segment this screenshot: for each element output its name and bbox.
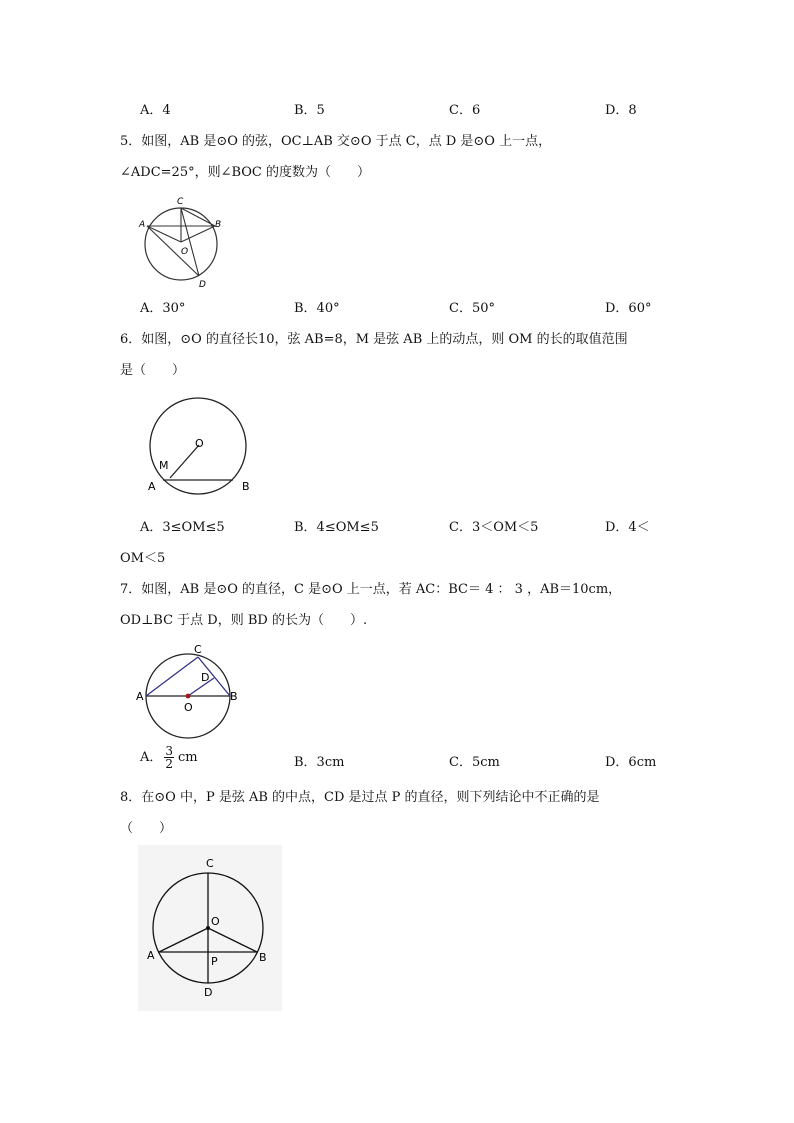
q4-option-a: A．4 <box>140 103 171 118</box>
q5-option-c: C．50° <box>449 301 495 316</box>
q7-option-b: B．3cm <box>294 755 345 770</box>
q5-text-line1: 5．如图，AB 是⊙O 的弦，OC⊥AB 交⊙O 于点 C，点 D 是⊙O 上一点， <box>120 134 552 149</box>
q5-option-d: D．60° <box>605 301 652 316</box>
q8-label-b: B <box>259 951 267 964</box>
q5-segment-cd <box>181 208 199 276</box>
q6-text-line2: 是（ ） <box>120 363 186 378</box>
q7-option-a-prefix: A． <box>140 750 163 765</box>
q7-text-line2: OD⊥BC 于点 D，则 BD 的长为（ ）. <box>120 613 368 628</box>
q5-label-a: A <box>139 220 146 230</box>
q5-label-d: D <box>199 280 206 290</box>
q4-option-d: D．8 <box>605 103 637 118</box>
q7-label-a: A <box>136 690 144 703</box>
q7-option-a <box>140 745 198 770</box>
q5-option-a: A．30° <box>140 301 186 316</box>
q8-figure <box>138 845 282 1011</box>
q8-text-line2: （ ） <box>120 821 173 836</box>
q7-option-a-unit: cm <box>178 750 198 765</box>
q7-option-a-fraction <box>164 745 174 770</box>
q7-option-a-denominator: 2 <box>165 757 174 771</box>
q7-label-c: C <box>194 643 202 656</box>
q6-label-m: M <box>159 459 169 472</box>
q6-option-a: A．3≤OM≤5 <box>140 520 225 535</box>
q6-option-b: B．4≤OM≤5 <box>294 520 379 535</box>
q7-label-o: O <box>184 701 193 714</box>
q5-segment-bc <box>181 208 215 226</box>
q7-label-b: B <box>230 690 238 703</box>
q6-label-b: B <box>242 480 250 493</box>
q8-label-c: C <box>206 857 214 870</box>
q7-chord-ac <box>146 657 198 696</box>
q5-label-b: B <box>215 220 222 230</box>
q7-figure <box>134 638 246 744</box>
q5-option-b: B．40° <box>294 301 340 316</box>
q7-text-line1: 7．如图，AB 是⊙O 的直径，C 是⊙O 上一点，若 AC：BC＝ 4 ： 3 ，AB＝10cm， <box>120 582 622 597</box>
q7-option-c: C．5cm <box>449 755 500 770</box>
q6-label-o: O <box>195 437 204 450</box>
q5-figure <box>136 194 226 290</box>
q8-text-line1: 8．在⊙O 中，P 是弦 AB 的中点，CD 是过点 P 的直径，则下列结论中不正确的是 <box>120 790 600 805</box>
q8-label-p: P <box>211 955 218 968</box>
q8-label-d: D <box>204 986 213 999</box>
q6-option-d-wrap: OM＜5 <box>120 551 166 566</box>
q6-option-d: D．4＜ <box>605 520 650 535</box>
q4-option-c: C．6 <box>449 103 481 118</box>
q8-label-o: O <box>211 915 220 928</box>
q5-segment-ao <box>147 226 181 242</box>
q7-center-dot <box>186 694 191 699</box>
q6-option-c: C．3＜OM＜5 <box>449 520 539 535</box>
q7-label-d: D <box>201 671 210 684</box>
q5-label-c: C <box>177 197 184 207</box>
q6-figure <box>142 396 264 496</box>
q7-option-d: D．6cm <box>605 755 657 770</box>
q5-text-line2: ∠ADC=25°，则∠BOC 的度数为（ ） <box>120 165 371 180</box>
q5-label-o: O <box>181 247 189 257</box>
q6-text-line1: 6．如图，⊙O 的直径长10，弦 AB=8，M 是弦 AB 上的动点，则 OM 的长的取值范围 <box>120 332 628 347</box>
q7-option-a-numerator: 3 <box>165 744 174 758</box>
q6-label-a: A <box>148 480 156 493</box>
q8-center-dot <box>206 926 210 930</box>
q8-label-a: A <box>147 949 155 962</box>
q4-option-b: B．5 <box>294 103 325 118</box>
